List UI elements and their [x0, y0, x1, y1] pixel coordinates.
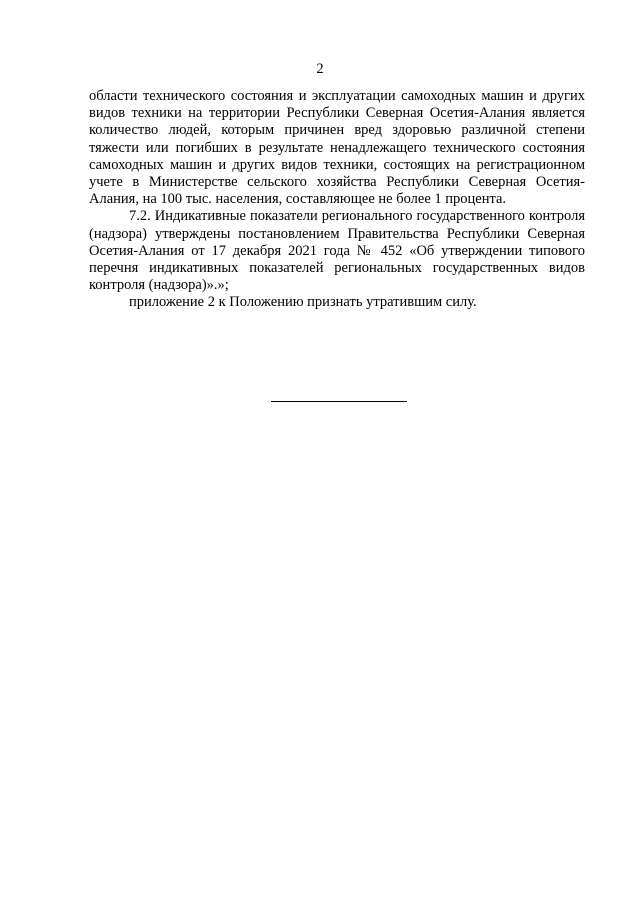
closing-rule-divider: [271, 401, 407, 402]
document-body: [89, 88, 585, 312]
paragraph-7-2: 7.2. Индикативные показатели регионального государственного контроля (надзора) утверждены постановлением Правительства Республики Северная Осетия-Алания от 17 декабря 2021 года № 452 «Об утверждении типового перечня индикативных показателей региональных государственных видов контроля (надзора)».»;: [89, 208, 585, 294]
page-number: 2: [316, 61, 324, 77]
paragraph-appendix-2: приложение 2 к Положению признать утратившим силу.: [129, 294, 477, 311]
paragraph-continuation: области технического состояния и эксплуатации самоходных машин и других видов техники на территории Республики Северная Осетия-Алания является количество людей, которым причинен вред здоровью различной степени тяжести или погибших в результате ненадлежащего технического состояния самоходных машин и других видов техники, состоящих на регистрационном учете в Министерстве сельского хозяйства Республики Северная Осетия-Алания, на 100 тыс. населения, составляющее не более 1 процента.: [89, 88, 585, 208]
